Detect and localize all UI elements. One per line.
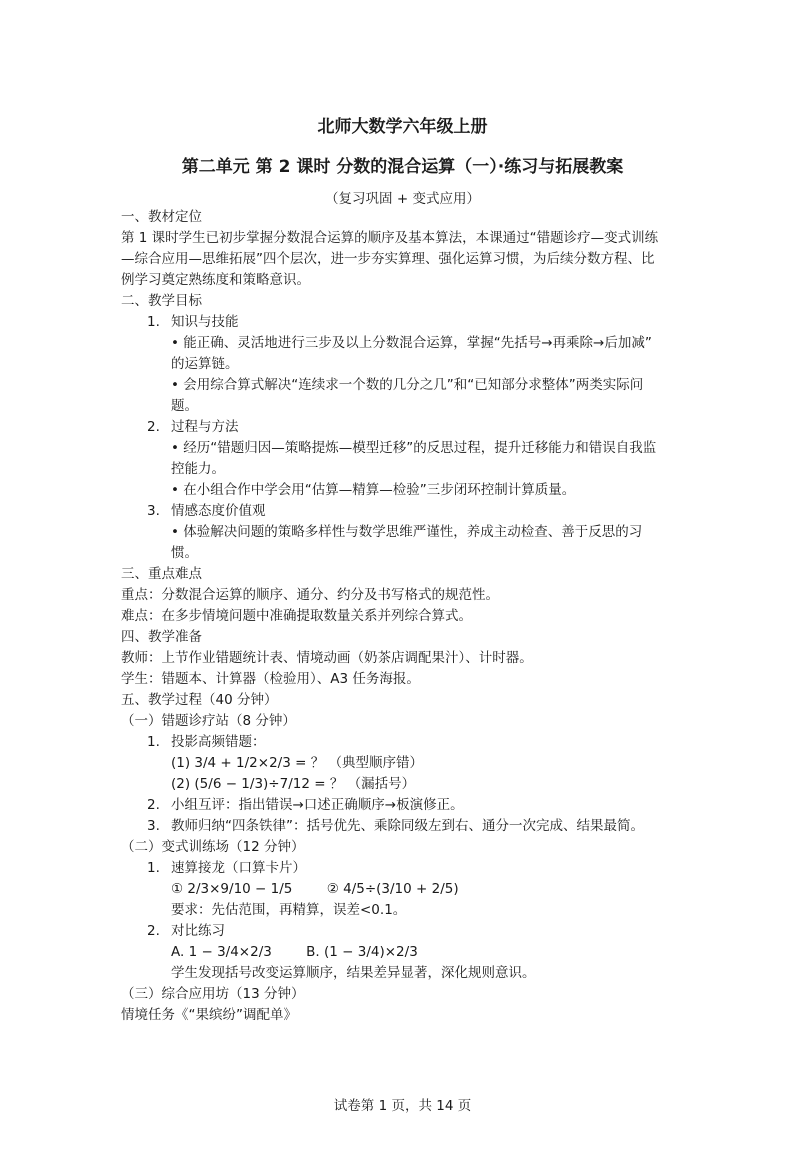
step-item <box>121 816 691 837</box>
paragraph-line: —综合应用—思维拓展”四个层次，进一步夯实算理、强化运算习惯，为后续分数方程、比 <box>121 251 655 267</box>
bullet-line: 控能力。 <box>171 461 225 477</box>
bullet-line: • 会用综合算式解决“连续求一个数的几分之几”和“已知部分求整体”两类实际问 <box>171 377 644 393</box>
step-number: 1. <box>147 860 160 876</box>
goal-number: 2. <box>147 419 160 435</box>
goal-number: 1. <box>147 314 160 330</box>
subsection-heading: （三）综合应用坊（13 分钟） <box>121 986 305 1002</box>
paragraph-line: 例学习奠定熟练度和策略意识。 <box>121 272 310 288</box>
section-heading: 四、教学准备 <box>121 629 202 645</box>
step-item <box>121 732 691 753</box>
subsection-heading: （一）错题诊疗站（8 分钟） <box>121 713 296 729</box>
document-title: 北师大数学六年级上册 <box>317 117 488 137</box>
step-text: 对比练习 <box>171 923 225 939</box>
example-line: 学生发现括号改变运算顺序，结果差异显著，深化规则意识。 <box>171 965 536 981</box>
student-prep: 学生：错题本、计算器（检验用）、A3 任务海报。 <box>121 671 420 687</box>
step-item <box>121 795 691 816</box>
bullet-line: • 能正确、灵活地进行三步及以上分数混合运算，掌握“先括号→再乘除→后加减” <box>171 335 652 351</box>
bullet-line: 题。 <box>171 398 198 414</box>
key-point: 重点：分数混合运算的顺序、通分、约分及书写格式的规范性。 <box>121 587 499 603</box>
bullet-line: • 体验解决问题的策略多样性与数学思维严谨性，养成主动检查、善于反思的习 <box>171 524 643 540</box>
step-text: 速算接龙（口算卡片） <box>171 860 306 876</box>
bullet-line: 的运算链。 <box>171 356 239 372</box>
example-line: (2) (5/6 − 1/3)÷7/12 = ？ （漏括号） <box>171 776 416 792</box>
page-footer: 试卷第 1 页，共 14 页 <box>333 1098 472 1114</box>
step-number: 2. <box>147 797 160 813</box>
bullet-line: • 在小组合作中学会用“估算—精算—检验”三步闭环控制计算质量。 <box>171 482 576 498</box>
goal-item <box>121 312 691 333</box>
lesson-subtitle: （复习巩固 + 变式应用） <box>325 191 480 207</box>
teacher-prep: 教师：上节作业错题统计表、情境动画（奶茶店调配果汁）、计时器。 <box>121 650 533 666</box>
example-line: 要求：先估范围，再精算，误差<0.1。 <box>171 902 407 918</box>
section-heading: 一、教材定位 <box>121 209 202 225</box>
section-heading: 三、重点难点 <box>121 566 202 582</box>
example-line: ① 2/3×9/10 − 1/5 ② 4/5÷(3/10 + 2/5) <box>171 881 459 897</box>
goal-item <box>121 501 691 522</box>
task-line: 情境任务《“果缤纷”调配单》 <box>121 1007 297 1023</box>
document-body <box>121 207 691 1026</box>
section-heading: 五、教学过程（40 分钟） <box>121 692 278 708</box>
step-text: 教师归纳“四条铁律”：括号优先、乘除同级左到右、通分一次完成、结果最简。 <box>171 818 644 834</box>
step-number: 2. <box>147 923 160 939</box>
goal-item <box>121 417 691 438</box>
goal-title: 情感态度价值观 <box>171 503 266 519</box>
example-line: A. 1 − 3/4×2/3 B. (1 − 3/4)×2/3 <box>171 944 418 960</box>
step-number: 3. <box>147 818 160 834</box>
section-heading: 二、教学目标 <box>121 293 202 309</box>
step-item <box>121 858 691 879</box>
goal-number: 3. <box>147 503 160 519</box>
step-item <box>121 921 691 942</box>
goal-title: 过程与方法 <box>171 419 239 435</box>
goal-title: 知识与技能 <box>171 314 239 330</box>
lesson-title: 第二单元 第 2 课时 分数的混合运算（一）·练习与拓展教案 <box>181 157 624 177</box>
step-text: 投影高频错题： <box>171 734 266 750</box>
step-text: 小组互评：指出错误→口述正确顺序→板演修正。 <box>171 797 464 813</box>
bullet-line: 惯。 <box>171 545 198 561</box>
bullet-line: • 经历“错题归因—策略提炼—模型迁移”的反思过程，提升迁移能力和错误自我监 <box>171 440 657 456</box>
paragraph-line: 第 1 课时学生已初步掌握分数混合运算的顺序及基本算法，本课通过“错题诊疗—变式训练 <box>121 230 659 246</box>
step-number: 1. <box>147 734 160 750</box>
difficulty-point: 难点：在多步情境问题中准确提取数量关系并列综合算式。 <box>121 608 472 624</box>
subsection-heading: （二）变式训练场（12 分钟） <box>121 839 305 855</box>
example-line: (1) 3/4 + 1/2×2/3 = ？ （典型顺序错） <box>171 755 423 771</box>
